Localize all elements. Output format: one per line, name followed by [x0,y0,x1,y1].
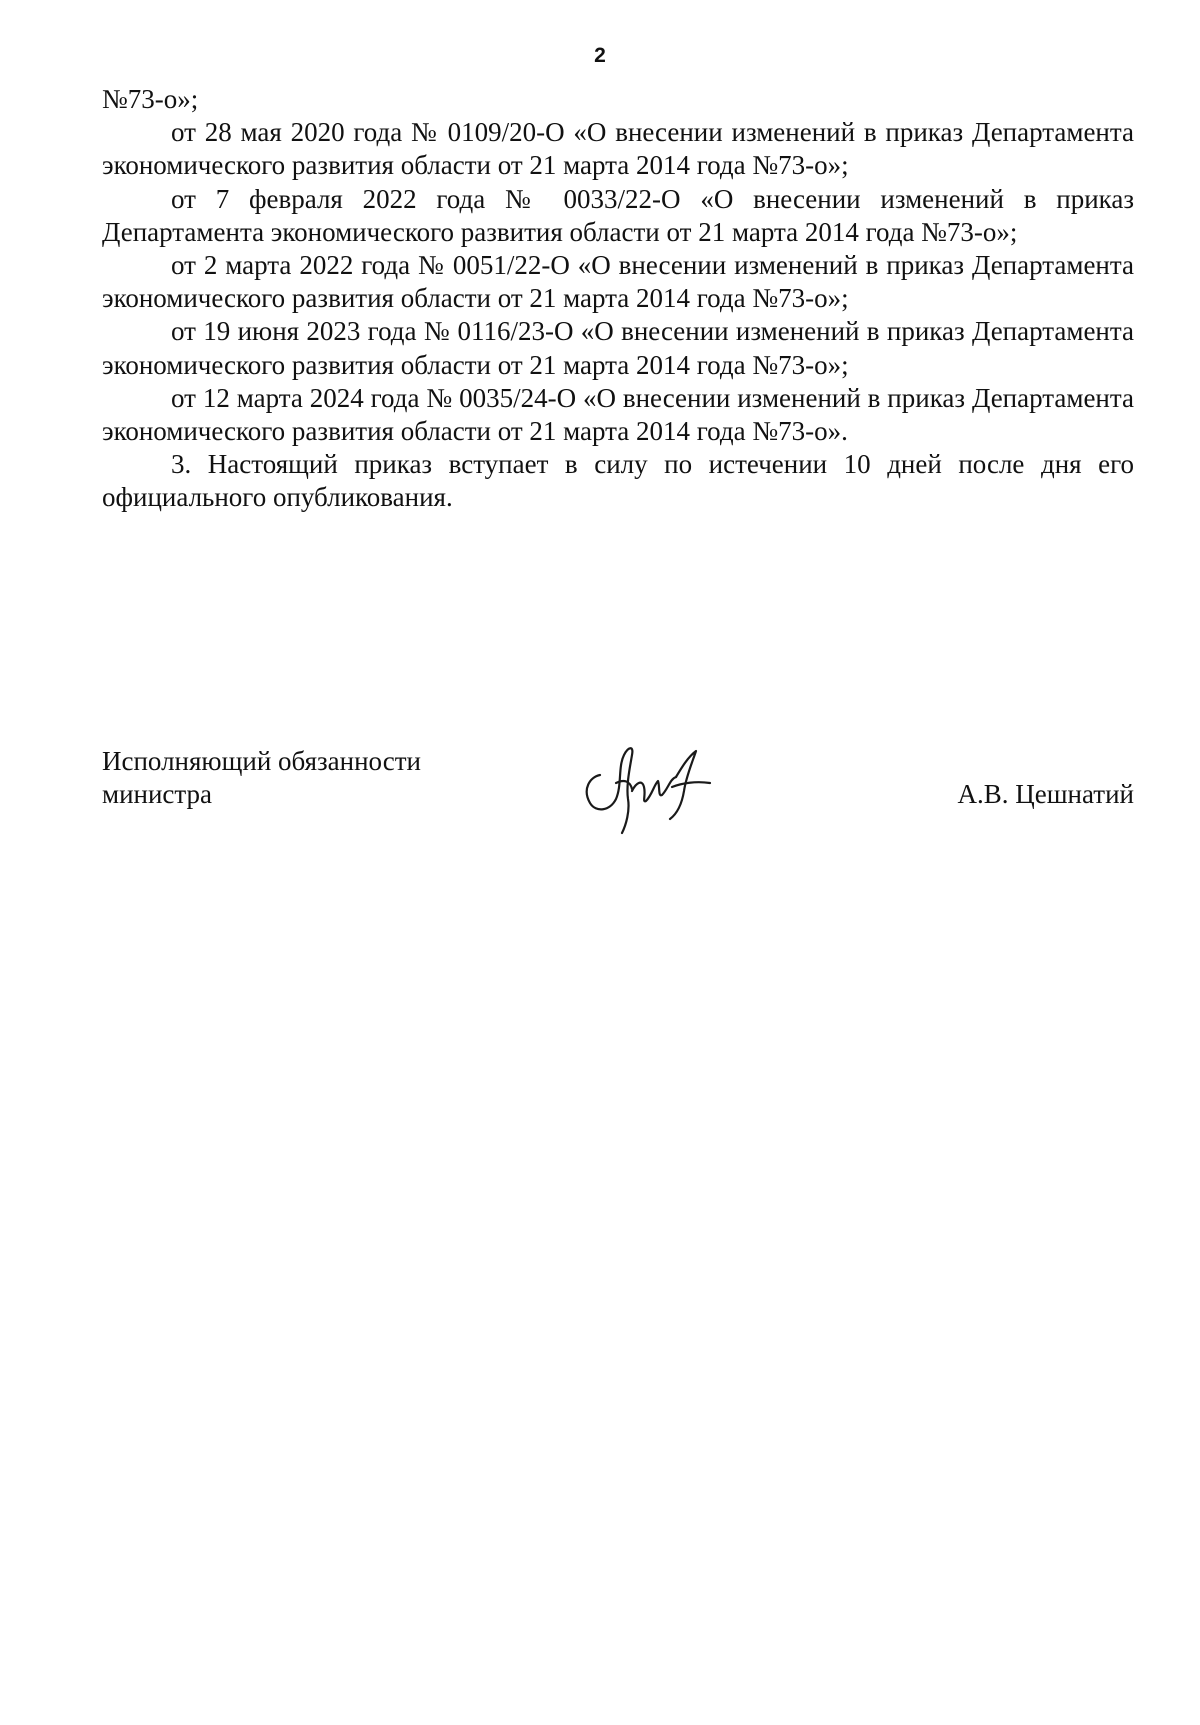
page-number: 2 [594,44,606,67]
paragraph-entry-into-force: 3. Настоящий приказ вступает в силу по истечении 10 дней после дня его официального опубликования. [102,449,1134,513]
signatory-title-line2: министра [102,779,213,809]
paragraph-order-2022-03-02: от 2 марта 2022 года № 0051/22-О «О внесении изменений в приказ Департамента экономического развития области от 21 марта 2014 года №73-о»; [102,250,1134,314]
paragraph-order-2024-03-12: от 12 марта 2024 года № 0035/24-О «О внесении изменений в приказ Департамента экономического развития области от 21 марта 2014 года №73-о». [102,382,1134,447]
paragraph-order-2022-02-07: от 7 февраля 2022 года № 0033/22-О «О внесении изменений в приказ Департамента экономического развития области от 21 марта 2014 года №73-о»; [102,183,1134,247]
signatory-name: А.В. Цешнатий [957,779,1134,809]
paragraph-order-2023-06-19: от 19 июня 2023 года № 0116/23-О «О внесении изменений в приказ Департамента экономического развития области от 21 марта 2014 года №73-о»; [102,316,1134,380]
handwritten-signature-icon [572,737,722,837]
document-body [102,83,1134,515]
paragraph-continuation: №73-о»; [102,84,199,114]
signatory-title-line1: Исполняющий обязанности [102,746,421,776]
paragraph-order-2020-05-28: от 28 мая 2020 года № 0109/20-О «О внесении изменений в приказ Департамента экономического развития области от 21 марта 2014 года №73-о»; [102,117,1134,181]
signatory-title [102,745,502,811]
signature-block [102,745,1134,855]
